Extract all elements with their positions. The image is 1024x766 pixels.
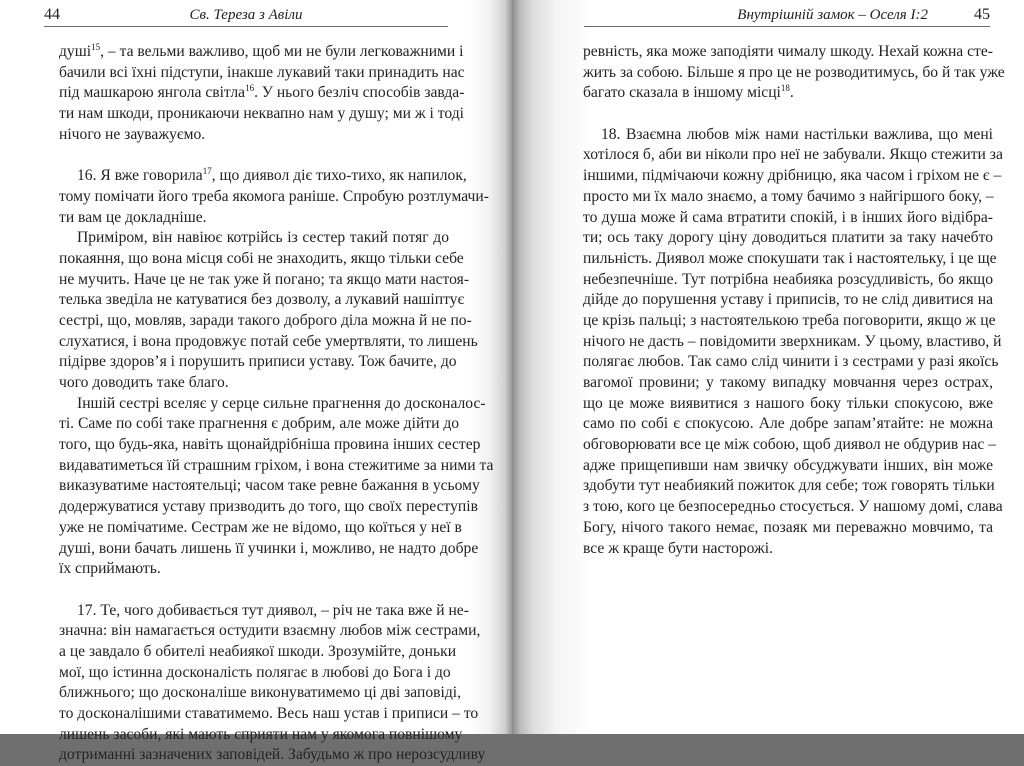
text-line-content: а це завдало б обителі неабиякої шкоди. Зрозумійте, доньки bbox=[59, 642, 457, 660]
right-page bbox=[512, 0, 1024, 734]
text-line bbox=[59, 456, 494, 477]
text-line-content: з тою, кого це безпосередньо стосується. У нашому домі, слава bbox=[583, 498, 1003, 516]
text-line bbox=[59, 42, 464, 63]
footnote-ref: 17 bbox=[202, 166, 212, 177]
text-line bbox=[59, 249, 464, 270]
text-line bbox=[583, 373, 993, 394]
text-line-content: Іншій сестрі вселяє у серце сильне прагнення до досконалос- bbox=[77, 394, 486, 412]
text-line-content: покаяння, що вона місця собі не знаходить, якщо тільки себе bbox=[59, 249, 464, 267]
text-line-content: дотриманні зазначених заповідей. Забудьмо ж про нерозсудливу bbox=[59, 746, 486, 764]
text-line-content: ти вам це докладніше. bbox=[59, 208, 207, 226]
text-line bbox=[583, 83, 993, 104]
text-line-content: значна: він намагається остудити взаємну любов між сестрами, bbox=[59, 622, 481, 640]
text-line-content: ті. Саме по собі таке прагнення є добрим, але може дійти до bbox=[59, 415, 460, 433]
text-line bbox=[59, 352, 457, 373]
text-line bbox=[59, 290, 465, 311]
text-line-content: жить за собою. Більше я про це не розводитимусь, бо й так уже bbox=[583, 63, 1005, 81]
text-line-content: вагомої провини; у такому випадку мовчання через острах, bbox=[583, 374, 993, 391]
text-line bbox=[59, 642, 457, 663]
text-line bbox=[59, 208, 449, 229]
footnote-ref: 18 bbox=[780, 83, 790, 94]
text-line bbox=[59, 125, 449, 146]
text-line bbox=[59, 373, 449, 394]
text-line-content: бачили всі їхні підступи, інакше лукавий таки принадить нас bbox=[59, 63, 465, 81]
text-line-continuation: . У нього безліч способів завда- bbox=[254, 84, 465, 102]
text-line-continuation: , що диявол діє тихо-тихо, як напилок, bbox=[211, 167, 467, 185]
text-line-content: полягає любов. Так само слід чинити і з сестрами у разі якоїсь bbox=[583, 353, 999, 371]
paragraph-gap bbox=[59, 145, 449, 166]
text-line-content: ти; ось таку дорогу ціну доводиться платити за таку начебто bbox=[583, 229, 993, 247]
text-line bbox=[583, 249, 997, 270]
text-line-content: небезпечніше. Тут потрібна неабияка розсудливість, бо якщо bbox=[583, 270, 993, 288]
text-line bbox=[583, 311, 996, 332]
text-line bbox=[59, 704, 479, 725]
text-line-content: само по собі є спокусою. Але добре запам’ятайте: не можна bbox=[583, 415, 993, 433]
text-line-content: здобути тут неабиякий пожиток для себе; тож говорять тільки bbox=[583, 477, 995, 495]
text-line-content: то досконалішими ставатимемо. Весь наш устав і приписи – то bbox=[59, 705, 479, 722]
text-line-content: іншими, підмічаючи кожну дрібницю, яка часом і гріхом не є – bbox=[583, 167, 1002, 185]
text-line-content: багато сказала в іншому місці bbox=[583, 84, 781, 102]
text-line-content: виказуватиме настоятельці; часом таке ревне бажання в усьому bbox=[59, 477, 480, 495]
text-line-content: чого доводить таке благо. bbox=[59, 374, 229, 391]
text-line-continuation: , – та вельми важливо, щоб ми не були легковажними і bbox=[100, 43, 464, 60]
text-line bbox=[583, 352, 999, 373]
text-line bbox=[59, 725, 463, 746]
text-line-content: Богу, нічого такого немає, позаяк ми переважно мовчимо, та bbox=[583, 518, 993, 536]
left-page bbox=[0, 0, 512, 764]
text-line bbox=[59, 621, 481, 642]
text-line-content: ти нам шкоди, проникаючи неквапно нам у душу; ми ж і тоді bbox=[59, 105, 464, 123]
text-line bbox=[583, 539, 993, 560]
text-line bbox=[59, 518, 462, 539]
text-line bbox=[583, 435, 997, 456]
text-line bbox=[583, 187, 993, 208]
text-line-content: пильність. Диявол може спокушати так і настоятельку, і це ще bbox=[583, 249, 997, 267]
text-line-content: що це може виявитися з нашого боку тільки спокусою, вже bbox=[583, 394, 993, 412]
left-page-header bbox=[44, 4, 448, 27]
text-line bbox=[583, 332, 1002, 353]
text-line bbox=[59, 228, 449, 249]
text-line bbox=[59, 270, 470, 291]
text-line bbox=[59, 332, 478, 353]
text-line bbox=[583, 63, 1005, 84]
text-line bbox=[583, 166, 1002, 187]
text-line bbox=[59, 745, 486, 766]
text-line-content: не мучить. Наче це не так уже й погано; та якщо мати настоя- bbox=[59, 270, 470, 288]
text-line-content: мої, що істинна досконалість полягає в любові до Бога і до bbox=[59, 663, 451, 681]
paragraph-gap bbox=[583, 104, 993, 125]
running-title: Св. Тереза з Авіли bbox=[189, 7, 303, 23]
text-line-content: хотілося б, аби ви ніколи про неї не забували. Якщо стежити за bbox=[583, 146, 1003, 164]
text-line-content: просто ми їх мало знаємо, а тому бачимо з найгіршого боку, – bbox=[583, 187, 994, 205]
running-title: Внутрішній замок – Оселя І:2 bbox=[737, 7, 928, 23]
text-line-content: то душа може й сама втратити спокій, і в інших його відібра- bbox=[583, 208, 993, 226]
text-line-content: сестрі, що, мовляв, заради такого доброго діла можна й не по- bbox=[59, 311, 472, 329]
text-line bbox=[59, 63, 465, 84]
text-line-content: видаватиметься їй страшним гріхом, і вона стежитиме за ними та bbox=[59, 456, 494, 474]
text-line bbox=[583, 518, 993, 539]
text-line-content: дійде до порушення уставу і приписів, то не слід дивитися на bbox=[583, 291, 993, 309]
text-line bbox=[583, 456, 993, 477]
text-line bbox=[583, 476, 993, 497]
text-line bbox=[59, 476, 480, 497]
text-line-content: ревність, яка може заподіяти чималу шкоду. Нехай кожна сте- bbox=[583, 43, 993, 60]
text-line-content: того, що будь-яка, навіть щонайдрібніша провина інших сестер bbox=[59, 436, 481, 454]
text-line-content: 17. Те, чого добивається тут диявол, – річ не така вже й не- bbox=[77, 601, 469, 619]
text-line-content: підірве здоров’я і порушить приписи уставу. Тож бачите, до bbox=[59, 353, 457, 371]
text-line bbox=[583, 208, 993, 229]
text-line-continuation: . bbox=[789, 84, 794, 102]
text-line-content: їх сприймають. bbox=[59, 560, 161, 578]
text-line-content: обговорювати все це між собою, щоб диявол не обдурив нас – bbox=[583, 436, 997, 454]
text-line bbox=[583, 394, 993, 415]
text-line bbox=[59, 539, 479, 560]
footnote-ref: 16 bbox=[245, 83, 255, 94]
text-line bbox=[59, 187, 489, 208]
left-page-text bbox=[59, 42, 494, 766]
right-page-header bbox=[584, 4, 990, 27]
text-line bbox=[59, 683, 462, 704]
text-line-content: 18. Взаємна любов між нами настільки важлива, що мені bbox=[601, 125, 993, 143]
text-line-content: нічого не дасть – повідомити зверхникам. У цьому, властиво, й bbox=[583, 332, 1002, 350]
text-line bbox=[583, 145, 1003, 166]
text-line bbox=[59, 414, 460, 435]
text-line-content: адже прищепивши нам звичку обсуджувати інших, він може bbox=[583, 456, 993, 474]
text-line-content: 16. Я вже говорила bbox=[77, 167, 203, 185]
text-line-content: душі bbox=[59, 43, 92, 60]
text-line-content: уже не помічатиме. Сестрам же не відомо, що коїться у неї в bbox=[59, 518, 462, 536]
text-line bbox=[59, 435, 481, 456]
text-line bbox=[583, 125, 993, 146]
text-line bbox=[59, 83, 465, 104]
text-line-content: все ж краще бути насторожі. bbox=[583, 539, 773, 557]
text-line-content: слухатися, і вона продовжує потай себе умертвляти, то лишень bbox=[59, 332, 478, 350]
page-number: 44 bbox=[44, 6, 60, 23]
text-line bbox=[59, 663, 449, 684]
text-line-content: додержуватися уставу призводить до того, що своїх переступів bbox=[59, 498, 478, 516]
text-line bbox=[59, 394, 486, 415]
page-number: 45 bbox=[974, 6, 990, 23]
text-line bbox=[583, 228, 993, 249]
text-line-content: Приміром, він навіює котрійсь із сестер такий потяг до bbox=[77, 229, 449, 247]
right-page-text bbox=[583, 42, 1005, 559]
text-line-content: телька зведіла не катуватися без дозволу, а лукавий нашіптує bbox=[59, 291, 465, 309]
text-line-content: лишень засоби, які мають сприяти нам у якомога повнішому bbox=[59, 725, 463, 743]
text-line-content: тому помічати його треба якомога раніше. Спробую розтлумачи- bbox=[59, 187, 489, 205]
text-line bbox=[59, 497, 478, 518]
text-line bbox=[59, 166, 467, 187]
text-line-content: під машкарою янгола світла bbox=[59, 84, 246, 102]
text-line bbox=[59, 601, 469, 622]
text-line bbox=[583, 290, 993, 311]
text-line-content: ближнього; що досконаліше виконуватимемо ці дві заповіді, bbox=[59, 684, 462, 702]
text-line bbox=[59, 559, 449, 580]
footnote-ref: 15 bbox=[91, 42, 101, 52]
text-line bbox=[59, 311, 472, 332]
text-line-content: це крізь пальці; з настоятелькою треба поговорити, якщо ж це bbox=[583, 311, 996, 329]
text-line-content: нічого не зауважуємо. bbox=[59, 125, 206, 143]
text-line bbox=[59, 104, 464, 125]
text-line bbox=[583, 414, 993, 435]
text-line bbox=[583, 42, 993, 63]
text-line-content: душі, вони бачать лишень її учинки і, можливо, не надто добре bbox=[59, 539, 479, 557]
text-line bbox=[583, 497, 1003, 518]
text-line bbox=[583, 270, 993, 291]
paragraph-gap bbox=[59, 580, 449, 601]
